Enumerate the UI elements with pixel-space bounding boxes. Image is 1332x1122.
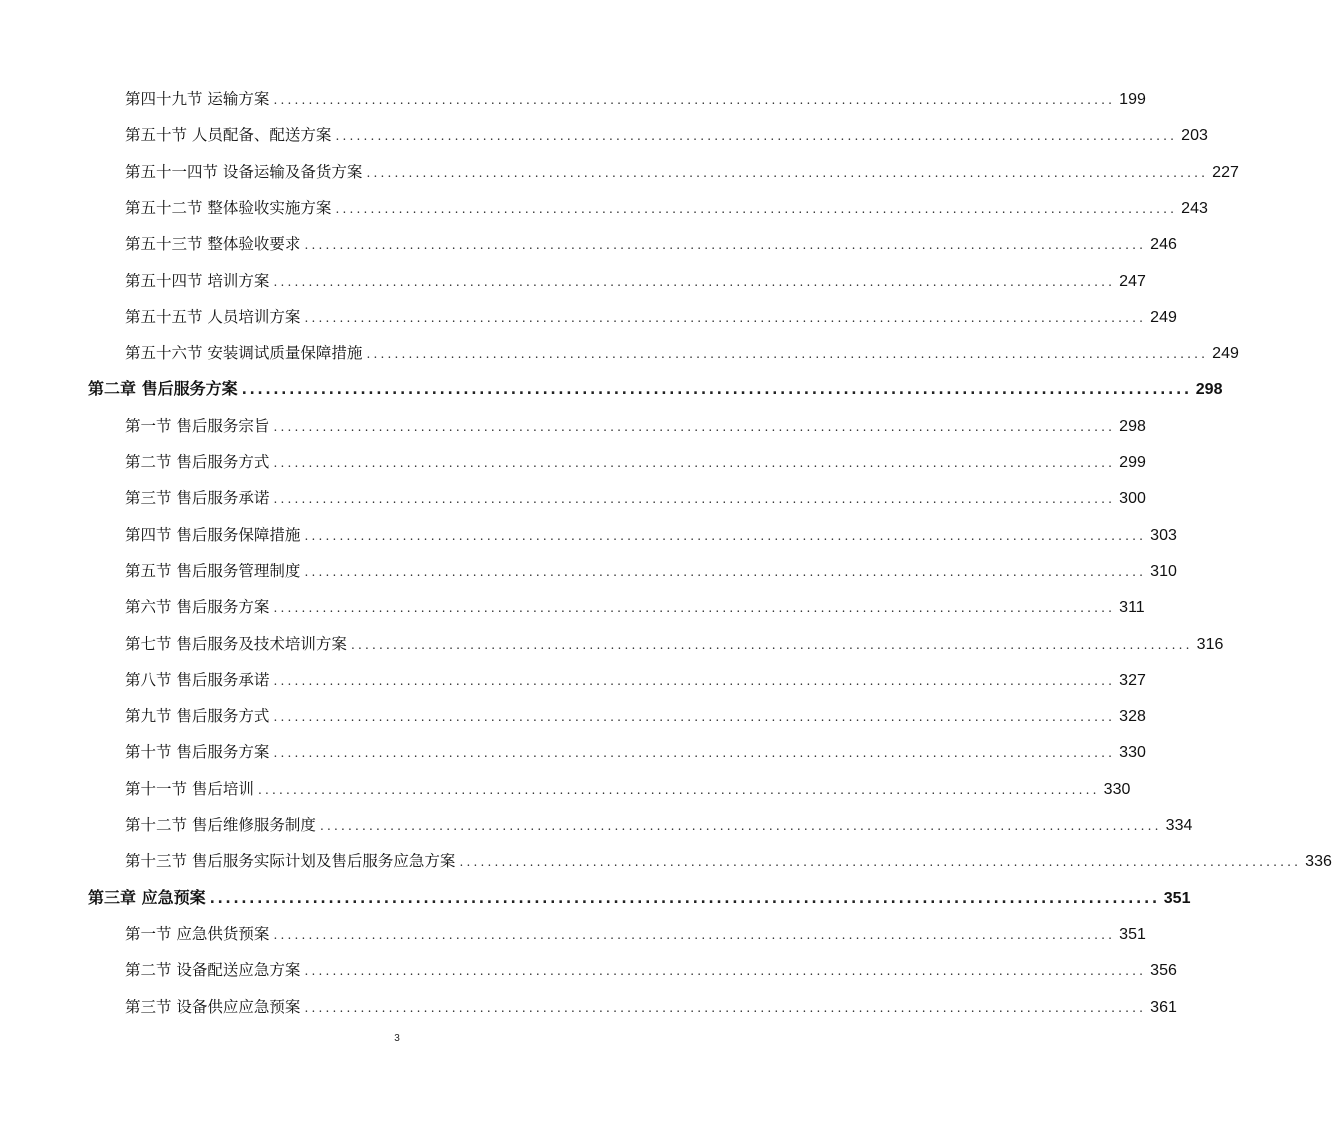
- toc-section-entry[interactable]: [125, 952, 1177, 988]
- toc-entry-title: 第四节 售后服务保障措施: [125, 525, 301, 544]
- dot-leader: ........................................................................................................................: [350, 637, 1193, 652]
- toc-entry-title: 第十二节 售后维修服务制度: [125, 816, 316, 834]
- toc-section-entry[interactable]: [125, 335, 1239, 371]
- toc-entry-title: 第十节 售后服务方案: [125, 743, 270, 762]
- toc-entry-title: 第二节 售后服务方式: [125, 453, 270, 471]
- toc-entry-title: 第八节 售后服务承诺: [125, 670, 270, 689]
- toc-entry-page-number: 334: [1165, 817, 1193, 834]
- dot-leader: ........................................................................................................................: [319, 819, 1162, 833]
- toc-section-entry[interactable]: [125, 517, 1177, 553]
- dot-leader: ........................................................................................................................: [273, 419, 1116, 434]
- toc-entry-title: 第三节 售后服务承诺: [125, 489, 270, 508]
- toc-entry-title: 第四十九节 运输方案: [125, 90, 270, 108]
- toc-entry-title: 第五十五节 人员培训方案: [125, 307, 301, 326]
- toc-entry-title: 第五十一四节 设备运输及备货方案: [125, 162, 363, 181]
- toc-entry-page-number: 351: [1119, 925, 1146, 943]
- dot-leader: ........................................................................................................................: [304, 564, 1147, 579]
- toc-section-entry[interactable]: [125, 81, 1146, 117]
- toc-entry-title: 第十三节 售后服务实际计划及售后服务应急方案: [125, 852, 456, 871]
- toc-section-entry[interactable]: [125, 408, 1146, 444]
- toc-section-entry[interactable]: [125, 480, 1146, 516]
- toc-entry-title: 第一节 售后服务宗旨: [125, 416, 270, 435]
- dot-leader: ........................................................................................................................: [273, 673, 1116, 688]
- toc-section-entry[interactable]: [125, 299, 1177, 335]
- dot-leader: ........................................................................................................................: [273, 93, 1116, 107]
- toc-entry-title: 第九节 售后服务方式: [125, 707, 270, 726]
- toc-section-entry[interactable]: [125, 263, 1146, 299]
- toc-section-entry[interactable]: [125, 734, 1146, 770]
- toc-entry-page-number: 330: [1119, 744, 1146, 762]
- toc-entry-title: 第五十四节 培训方案: [125, 271, 270, 290]
- toc-entry-page-number: 298: [1119, 417, 1146, 435]
- toc-entry-page-number: 246: [1150, 236, 1177, 254]
- toc-entry-page-number: 310: [1150, 562, 1177, 580]
- toc-section-entry[interactable]: [125, 589, 1145, 625]
- toc-entry-page-number: 299: [1119, 454, 1146, 471]
- dot-leader: ........................................................................................................................: [273, 927, 1116, 942]
- toc-section-entry[interactable]: [125, 553, 1177, 589]
- toc-entry-title: 第七节 售后服务及技术培训方案: [125, 634, 347, 653]
- dot-leader: ........................................................................................................................: [273, 456, 1116, 470]
- toc-entry-title: 第三章 应急预案: [88, 887, 206, 907]
- toc-entry-title: 第二节 设备配送应急方案: [125, 961, 301, 980]
- toc-entry-title: 第五十节 人员配备、配送方案: [125, 126, 332, 145]
- toc-entry-title: 第一节 应急供货预案: [125, 924, 270, 943]
- dot-leader: ........................................................................................................................: [273, 492, 1116, 507]
- toc-entry-title: 第十一节 售后培训: [125, 779, 254, 798]
- toc-entry-page-number: 316: [1196, 635, 1224, 653]
- dot-leader: ........................................................................................................................: [304, 1000, 1147, 1015]
- dot-leader: ........................................................................................................................: [304, 238, 1147, 253]
- toc-entry-page-number: 249: [1150, 308, 1177, 326]
- toc-entry-page-number: 247: [1119, 272, 1146, 290]
- toc-entry-page-number: 327: [1119, 671, 1146, 689]
- dot-leader: ........................................................................................................................: [241, 382, 1192, 399]
- toc-section-entry[interactable]: [125, 989, 1177, 1025]
- toc-entry-title: 第三节 设备供应应急预案: [125, 997, 301, 1016]
- toc-entry-title: 第五十三节 整体验收要求: [125, 235, 301, 254]
- toc-entry-page-number: 227: [1212, 163, 1239, 181]
- dot-leader: ........................................................................................................................: [304, 310, 1147, 325]
- toc-entry-title: 第五十二节 整体验收实施方案: [125, 198, 332, 217]
- toc-section-entry[interactable]: [125, 807, 1193, 843]
- toc-section-entry[interactable]: [125, 154, 1239, 190]
- toc-section-entry[interactable]: [125, 662, 1146, 698]
- dot-leader: ........................................................................................................................: [257, 782, 1100, 797]
- dot-leader: ........................................................................................................................: [273, 710, 1116, 725]
- toc-entry-page-number: 303: [1150, 526, 1177, 544]
- toc-entry-page-number: 300: [1119, 490, 1146, 508]
- toc-entry-title: 第二章 售后服务方案: [88, 379, 238, 399]
- dot-leader: ........................................................................................................................: [273, 746, 1116, 761]
- dot-leader: ........................................................................................................................: [304, 528, 1147, 543]
- toc-section-entry[interactable]: [125, 916, 1146, 952]
- toc-entry-page-number: 298: [1195, 381, 1223, 399]
- toc-chapter-entry[interactable]: [88, 371, 1223, 407]
- toc-entry-page-number: 311: [1119, 599, 1145, 617]
- toc-entry-page-number: 249: [1212, 345, 1239, 363]
- dot-leader: ........................................................................................................................: [273, 274, 1116, 289]
- toc-chapter-entry[interactable]: [88, 880, 1191, 916]
- toc-section-entry[interactable]: [125, 843, 1332, 879]
- toc-section-entry[interactable]: [125, 771, 1131, 807]
- dot-leader: ........................................................................................................................: [209, 890, 1160, 907]
- toc-entry-page-number: 336: [1305, 853, 1332, 871]
- dot-leader: ........................................................................................................................: [335, 201, 1178, 216]
- dot-leader: ........................................................................................................................: [304, 964, 1147, 979]
- toc-entry-page-number: 199: [1119, 91, 1146, 108]
- toc-entry-page-number: 361: [1150, 998, 1177, 1016]
- toc-entry-page-number: 351: [1163, 889, 1191, 907]
- toc-entry-page-number: 203: [1181, 127, 1208, 145]
- dot-leader: ........................................................................................................................: [366, 165, 1209, 180]
- dot-leader: ........................................................................................................................: [459, 855, 1302, 870]
- toc-entry-title: 第五节 售后服务管理制度: [125, 561, 301, 580]
- toc-section-entry[interactable]: [125, 444, 1146, 480]
- dot-leader: ........................................................................................................................: [366, 347, 1209, 362]
- toc-entry-title: 第五十六节 安装调试质量保障措施: [125, 344, 363, 363]
- dot-leader: ........................................................................................................................: [335, 129, 1178, 144]
- toc-section-entry[interactable]: [125, 117, 1208, 153]
- toc-section-entry[interactable]: [125, 226, 1177, 262]
- toc-entry-page-number: 330: [1103, 780, 1131, 798]
- toc-section-entry[interactable]: [125, 190, 1208, 226]
- page-number: 3: [394, 1033, 400, 1044]
- toc-entry-page-number: 356: [1150, 962, 1177, 980]
- toc-entry-title: 第六节 售后服务方案: [125, 598, 270, 617]
- toc-section-entry[interactable]: [125, 698, 1146, 734]
- toc-entry-page-number: 243: [1181, 199, 1208, 217]
- dot-leader: ........................................................................................................................: [273, 601, 1116, 616]
- toc-entry-page-number: 328: [1119, 708, 1146, 726]
- toc-section-entry[interactable]: [125, 626, 1224, 662]
